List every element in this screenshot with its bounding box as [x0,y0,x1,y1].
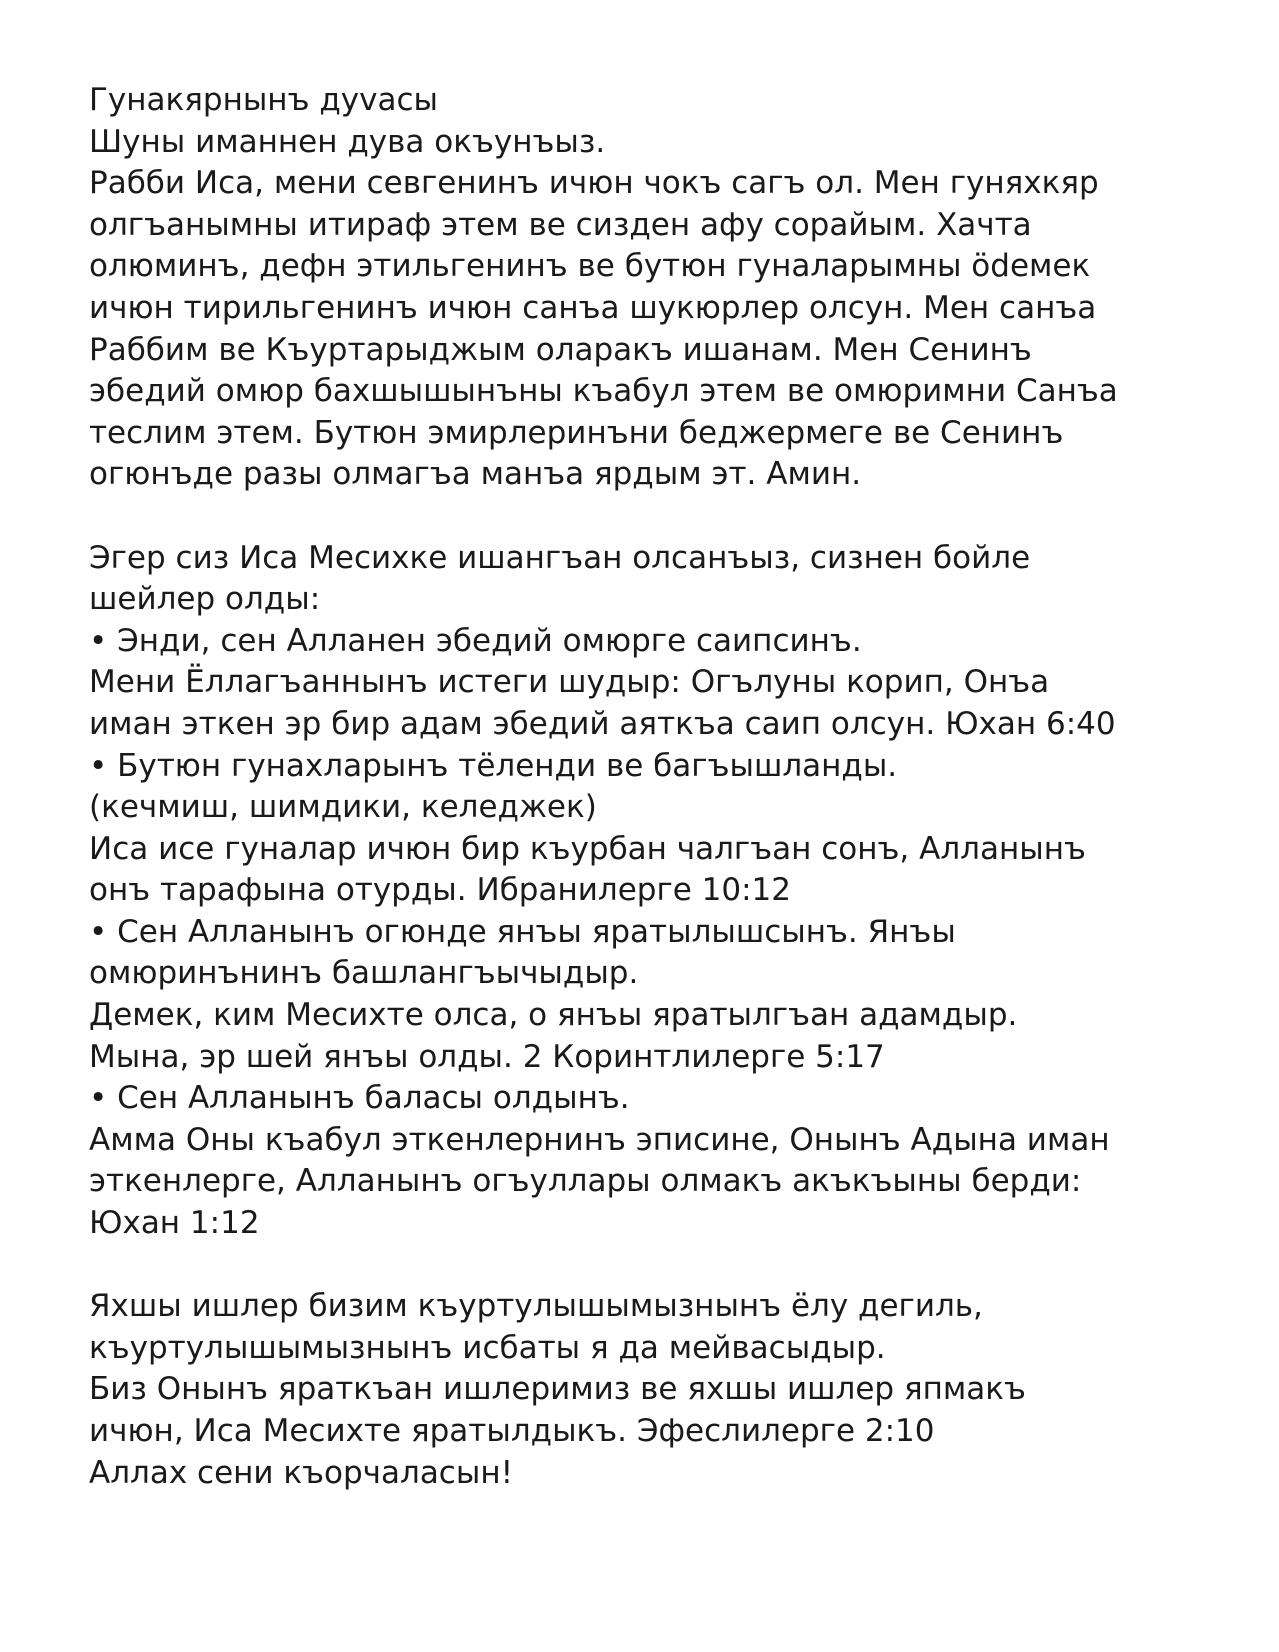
text-line: онъ тарафына отурды. Ибранилерге 10:12 [89,872,791,909]
text-line: Мени Ёллагъаннынъ истеги шудыр: Огълуны корип, Онъа [89,664,1050,701]
text-line: Мына, эр шей янъы олды. 2 Коринтлилерге 5:17 [89,1038,885,1075]
text-line: эткенлерге, Алланынъ огъуллары олмакъ акъкъыны берди: [89,1163,1082,1200]
text-line: омюринънинъ башлангъычыдыр. [89,955,639,992]
prayer-line: олгъанымны итираф этем ве сизден афу сорайым. Хачта [89,206,1032,243]
prayer-section [89,80,1229,496]
assurance-section [89,538,1229,1245]
prayer-line: ичюн тирильгенинъ ичюн санъа шукюрлер олсун. Мен санъа [89,289,1097,326]
bullet-line: • Сен Алланынъ баласы олдынъ. [89,1080,630,1117]
text-line: иман эткен эр бир адам эбедий аяткъа саип олсун. Юхан 6:40 [89,705,1116,742]
prayer-line: Рабби Иса, мени севгенинъ ичюн чокъ сагъ ол. Мен гуняхкяр [89,165,1099,202]
paragraph-gap [89,496,1229,538]
instruction-line: Шуны иманнен дува окъунъыз. [89,123,606,160]
text-line: Иса исе гуналар ичюн бир къурбан чалгъан сонъ, Алланынъ [89,830,1086,867]
text-line: Амма Оны къабул эткенлернинъ эписине, Онынъ Адына иман [89,1121,1110,1158]
prayer-line: Раббим ве Къуртарыджым оларакъ ишанам. Мен Сенинъ [89,331,1032,368]
document-page [89,80,1229,1494]
paragraph-gap [89,1245,1229,1287]
text-line: къуртулышымызнынъ исбаты я да мейвасыдыр. [89,1329,886,1366]
text-line: Юхан 1:12 [89,1205,260,1242]
blessing-line: Аллах сени къорчаласын! [89,1454,514,1491]
prayer-line: олюминъ, дефн этильгенинъ ве бутюн гуналарымны ödемек [89,248,1091,285]
bullet-line: • Бутюн гунахларынъ тёленди ве багъышланды. [89,747,898,784]
prayer-line: огюнъде разы олмагъа манъа ярдым эт. Амин. [89,456,862,493]
prayer-line: эбедий омюр бахшышынъны къабул этем ве омюримни Санъа [89,373,1118,410]
prayer-line: теслим этем. Бутюн эмирлеринъни беджермеге ве Сенинъ [89,414,1064,451]
bullet-line: • Сен Алланынъ огюнде янъы яратылышсынъ. Янъы [89,913,956,950]
text-line: Демек, ким Месихте олса, о янъы яратылгъан адамдыр. [89,997,1018,1034]
text-line: шейлер олды: [89,581,321,618]
text-line: (кечмиш, шимдики, келеджек) [89,789,597,826]
text-line: Биз Онынъ яраткъан ишлеримиз ве яхшы ишлер япмакъ [89,1371,1026,1408]
text-line: Эгер сиз Иса Месихке ишангъан олсанъыз, сизнен бойле [89,539,1031,576]
text-line: Яхшы ишлер бизим къуртулышымызнынъ ёлу дегиль, [89,1288,983,1325]
bullet-line: • Энди, сен Алланен эбедий омюрге саипсинъ. [89,622,862,659]
text-line: ичюн, Иса Месихте яратылдыкъ. Эфеслилерге 2:10 [89,1413,935,1449]
closing-section [89,1286,1229,1494]
section-title: Гунакярнынъ дуvасы [89,82,438,118]
